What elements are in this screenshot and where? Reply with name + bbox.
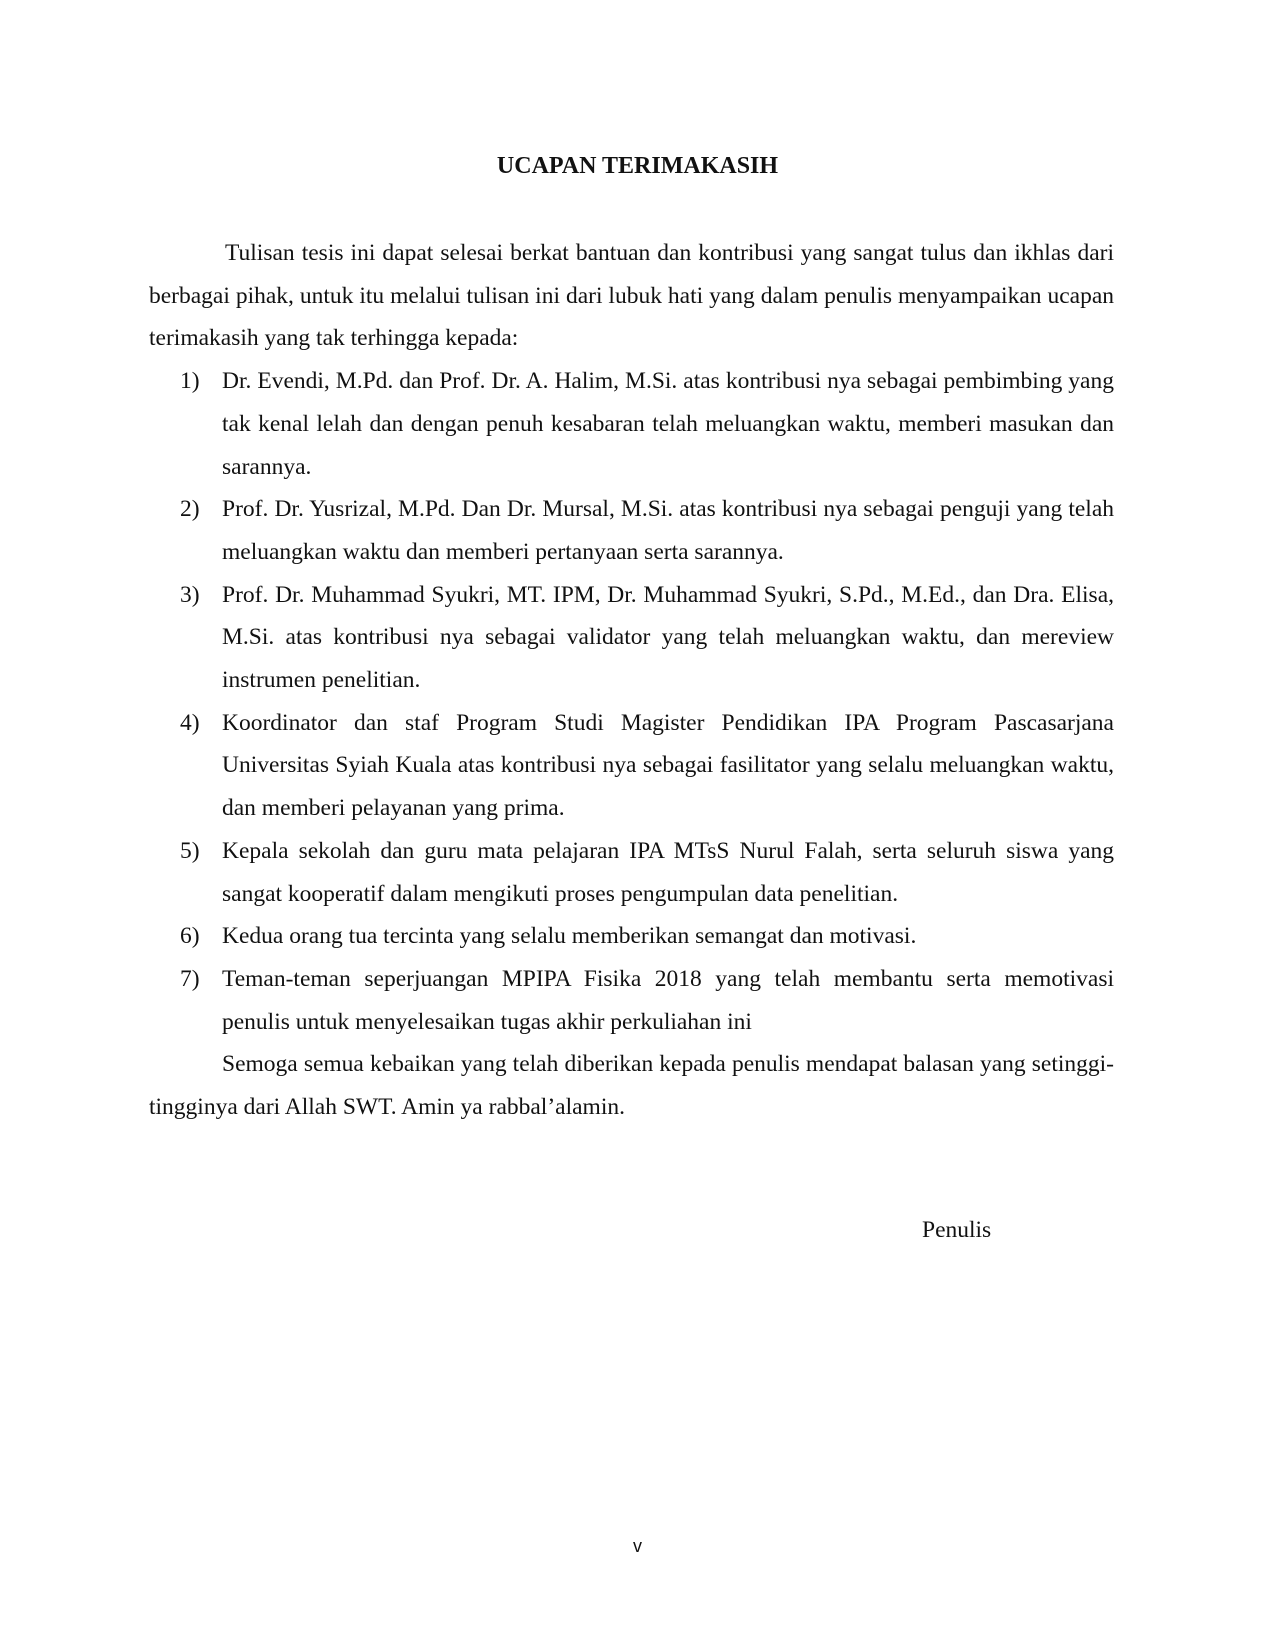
list-item bbox=[149, 958, 1114, 1043]
list-item bbox=[149, 915, 1114, 958]
list-item bbox=[149, 574, 1114, 702]
signature: Penulis bbox=[922, 1217, 992, 1243]
list-item-text: Teman-teman seperjuangan MPIPA Fisika 2018 yang telah membantu serta memotivasi penulis untuk menyelesaikan tugas akhir perkuliahan ini bbox=[222, 965, 1114, 1035]
list-item-number: 3) bbox=[180, 581, 200, 608]
page-number: v bbox=[633, 1536, 642, 1556]
list-item-text: Prof. Dr. Muhammad Syukri, MT. IPM, Dr. Muhammad Syukri, S.Pd., M.Ed., dan Dra. Elisa, M.Si. atas kontribusi nya sebagai validator yang telah meluangkan waktu, dan mereview instrumen penelitian. bbox=[222, 581, 1114, 694]
list-item-text: Kedua orang tua tercinta yang selalu memberikan semangat dan motivasi. bbox=[222, 923, 917, 950]
list-item-text: Koordinator dan staf Program Studi Magister Pendidikan IPA Program Pascasarjana Universitas Syiah Kuala atas kontribusi nya sebagai fasilitator yang selalu meluangkan waktu, dan memberi pelayanan yang prima. bbox=[222, 709, 1114, 822]
list-item-text: Dr. Evendi, M.Pd. dan Prof. Dr. A. Halim, M.Si. atas kontribusi nya sebagai pembimbing yang tak kenal lelah dan dengan penuh kesabaran telah meluangkan waktu, memberi masukan dan sarannya. bbox=[222, 368, 1114, 480]
list-item bbox=[149, 488, 1114, 573]
list-item-number: 1) bbox=[180, 368, 200, 395]
intro-paragraph: Tulisan tesis ini dapat selesai berkat bantuan dan kontribusi yang sangat tulus dan ikhlas dari berbagai pihak, untuk itu melalui tulisan ini dari lubuk hati yang dalam penulis menyampaikan ucapan terimakasih yang tak terhingga kepada: bbox=[149, 240, 1114, 352]
list-item-text: Prof. Dr. Yusrizal, M.Pd. Dan Dr. Mursal, M.Si. atas kontribusi nya sebagai penguji yang telah meluangkan waktu dan memberi pertanyaan serta sarannya. bbox=[222, 496, 1114, 565]
list-item bbox=[149, 360, 1114, 488]
list-item-number: 2) bbox=[180, 496, 200, 523]
list-item bbox=[149, 702, 1114, 830]
page-title: UCAPAN TERIMAKASIH bbox=[496, 153, 779, 179]
list-item-number: 7) bbox=[180, 965, 200, 992]
list-item-number: 5) bbox=[180, 837, 200, 864]
list-item bbox=[149, 830, 1114, 915]
list-item-number: 4) bbox=[180, 709, 200, 736]
closing-paragraph: Semoga semua kebaikan yang telah diberikan kepada penulis mendapat balasan yang setinggi-tingginya dari Allah SWT. Amin ya rabbal’alamin. bbox=[149, 1051, 1114, 1121]
list-item-text: Kepala sekolah dan guru mata pelajaran IPA MTsS Nurul Falah, serta seluruh siswa yang sangat kooperatif dalam mengikuti proses pengumpulan data penelitian. bbox=[222, 837, 1114, 907]
list-item-number: 6) bbox=[180, 923, 200, 950]
document-body bbox=[149, 232, 1114, 1129]
acknowledgement-list bbox=[149, 360, 1114, 1043]
